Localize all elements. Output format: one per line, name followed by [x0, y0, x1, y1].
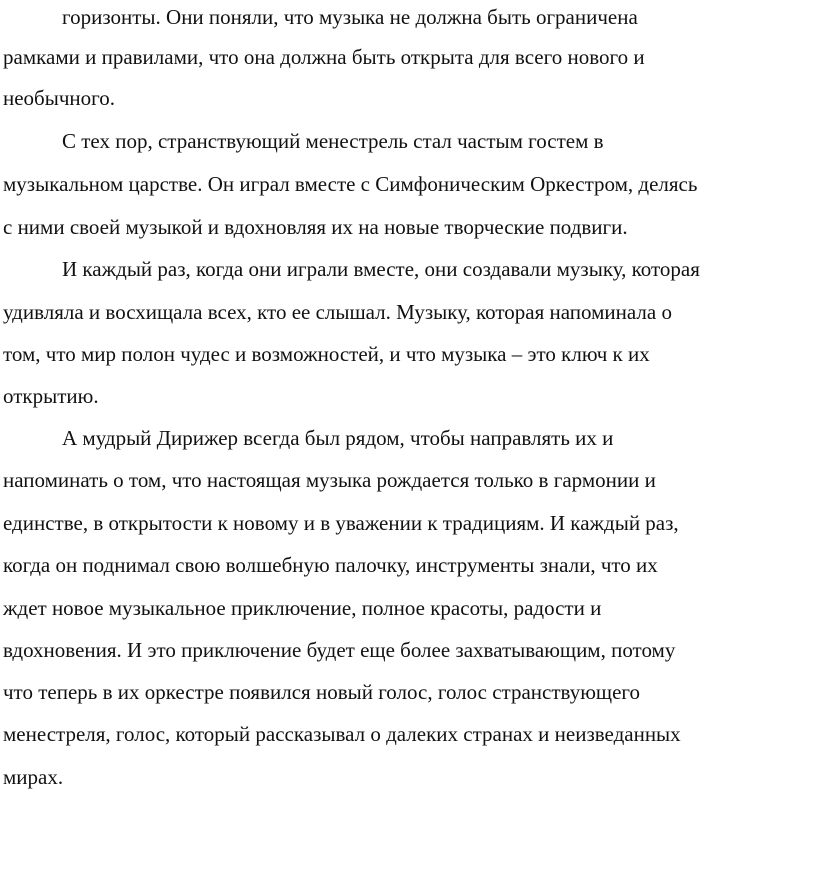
- text-line: напоминать о том, что настоящая музыка рождается только в гармонии и: [3, 468, 656, 492]
- text-line: И каждый раз, когда они играли вместе, они создавали музыку, которая: [62, 257, 700, 281]
- text-line: необычного.: [3, 86, 115, 110]
- text-line: С тех пор, странствующий менестрель стал частым гостем в: [62, 129, 604, 153]
- text-line: менестреля, голос, который рассказывал о далеких странах и неизведанных: [3, 722, 681, 746]
- text-line: А мудрый Дирижер всегда был рядом, чтобы направлять их и: [62, 426, 614, 450]
- text-line: горизонты. Они поняли, что музыка не должна быть ограничена: [62, 5, 638, 29]
- text-line: том, что мир полон чудес и возможностей, и что музыка – это ключ к их: [3, 342, 650, 366]
- text-line: рамками и правилами, что она должна быть открыта для всего нового и: [3, 45, 645, 69]
- text-line: вдохновения. И это приключение будет еще более захватывающим, потому: [3, 638, 676, 662]
- text-line: с ними своей музыкой и вдохновляя их на новые творческие подвиги.: [3, 215, 628, 239]
- text-line: ждет новое музыкальное приключение, полное красоты, радости и: [3, 596, 602, 620]
- text-line: удивляла и восхищала всех, кто ее слышал. Музыку, которая напоминала о: [3, 300, 672, 324]
- text-line: когда он поднимал свою волшебную палочку, инструменты знали, что их: [3, 553, 658, 577]
- text-line: музыкальном царстве. Он играл вместе с Симфоническим Оркестром, делясь: [3, 172, 698, 196]
- text-line: что теперь в их оркестре появился новый голос, голос странствующего: [3, 680, 641, 704]
- text-line: единстве, в открытости к новому и в уважении к традициям. И каждый раз,: [3, 511, 679, 535]
- text-line: мирах.: [3, 765, 64, 789]
- text-line: открытию.: [3, 384, 99, 408]
